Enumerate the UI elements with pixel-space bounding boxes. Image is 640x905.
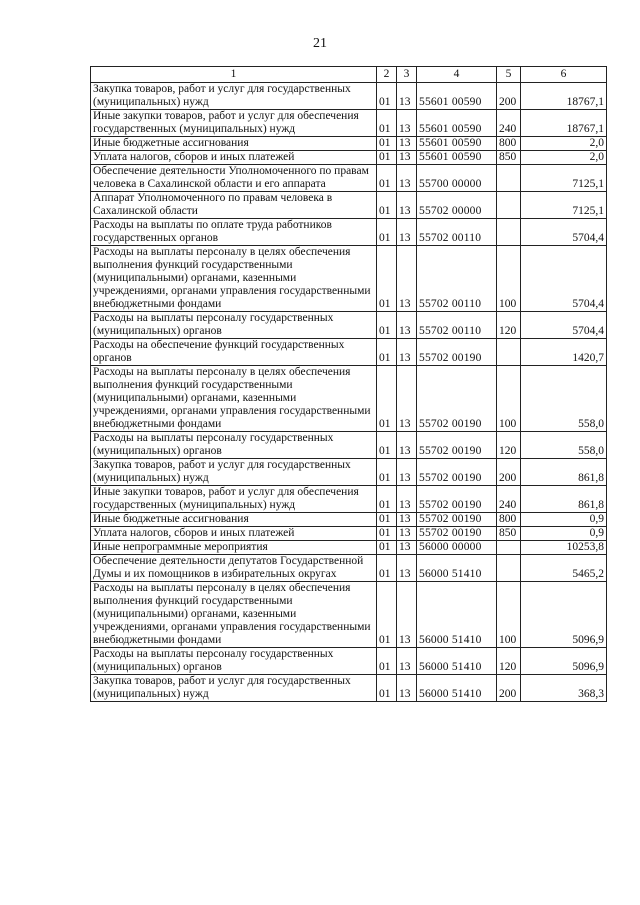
row-amount: 7125,1 — [521, 165, 607, 192]
budget-table — [90, 66, 607, 702]
row-expense-type: 120 — [497, 312, 521, 339]
row-section: 01 — [377, 648, 397, 675]
header-name: 1 — [91, 67, 377, 83]
row-amount: 558,0 — [521, 366, 607, 432]
row-name: Закупка товаров, работ и услуг для государственных (муниципальных) нужд — [91, 459, 377, 486]
row-expense-type: 120 — [497, 648, 521, 675]
row-section: 01 — [377, 192, 397, 219]
row-section: 01 — [377, 675, 397, 702]
row-target-code: 55702 00110 — [417, 219, 497, 246]
row-amount: 0,9 — [521, 513, 607, 527]
row-expense-type: 850 — [497, 527, 521, 541]
row-expense-type — [497, 165, 521, 192]
row-target-code: 55601 00590 — [417, 110, 497, 137]
row-name: Расходы на выплаты персоналу государственных (муниципальных) органов — [91, 648, 377, 675]
row-target-code: 55702 00110 — [417, 312, 497, 339]
row-name: Расходы на выплаты персоналу государственных (муниципальных) органов — [91, 432, 377, 459]
row-amount: 2,0 — [521, 137, 607, 151]
row-amount: 5096,9 — [521, 648, 607, 675]
row-target-code: 55702 00190 — [417, 339, 497, 366]
row-amount: 1420,7 — [521, 339, 607, 366]
row-expense-type — [497, 219, 521, 246]
row-subsection: 13 — [397, 675, 417, 702]
row-section: 01 — [377, 555, 397, 582]
row-section: 01 — [377, 366, 397, 432]
row-expense-type: 120 — [497, 432, 521, 459]
row-subsection: 13 — [397, 219, 417, 246]
row-amount: 5465,2 — [521, 555, 607, 582]
row-target-code: 55601 00590 — [417, 151, 497, 165]
table-row — [91, 555, 607, 582]
row-subsection: 13 — [397, 83, 417, 110]
table-row — [91, 513, 607, 527]
table-row — [91, 246, 607, 312]
row-name: Расходы на обеспечение функций государственных органов — [91, 339, 377, 366]
row-name: Расходы на выплаты персоналу в целях обеспечения выполнения функций государственными (муниципальными) органами, казенными учреждениями, органами управления государственными внебюджетными фондами — [91, 366, 377, 432]
table-row — [91, 432, 607, 459]
row-section: 01 — [377, 219, 397, 246]
row-name: Иные непрограммные мероприятия — [91, 541, 377, 555]
row-amount: 368,3 — [521, 675, 607, 702]
table-row — [91, 165, 607, 192]
row-section: 01 — [377, 527, 397, 541]
row-target-code: 55702 00190 — [417, 366, 497, 432]
row-name: Обеспечение деятельности Уполномоченного по правам человека в Сахалинской области и его аппарата — [91, 165, 377, 192]
row-subsection: 13 — [397, 151, 417, 165]
header-csr: 4 — [417, 67, 497, 83]
header-vr: 5 — [497, 67, 521, 83]
row-subsection: 13 — [397, 137, 417, 151]
table-row — [91, 648, 607, 675]
table-body — [91, 83, 607, 702]
row-target-code: 56000 00000 — [417, 541, 497, 555]
row-subsection: 13 — [397, 312, 417, 339]
table-row — [91, 137, 607, 151]
row-expense-type: 200 — [497, 459, 521, 486]
row-amount: 861,8 — [521, 459, 607, 486]
row-name: Иные бюджетные ассигнования — [91, 513, 377, 527]
header-sum: 6 — [521, 67, 607, 83]
row-expense-type — [497, 541, 521, 555]
row-section: 01 — [377, 137, 397, 151]
row-subsection: 13 — [397, 648, 417, 675]
row-target-code: 55702 00190 — [417, 513, 497, 527]
row-name: Иные закупки товаров, работ и услуг для обеспечения государственных (муниципальных) нужд — [91, 110, 377, 137]
row-name: Расходы на выплаты персоналу в целях обеспечения выполнения функций государственными (муниципальными) органами, казенными учреждениями, органами управления государственными внебюджетными фондами — [91, 246, 377, 312]
row-expense-type: 800 — [497, 137, 521, 151]
row-section: 01 — [377, 513, 397, 527]
row-section: 01 — [377, 339, 397, 366]
row-name: Расходы на выплаты персоналу государственных (муниципальных) органов — [91, 312, 377, 339]
row-subsection: 13 — [397, 541, 417, 555]
row-subsection: 13 — [397, 513, 417, 527]
row-name: Иные бюджетные ассигнования — [91, 137, 377, 151]
row-section: 01 — [377, 459, 397, 486]
row-name: Уплата налогов, сборов и иных платежей — [91, 527, 377, 541]
table-row — [91, 110, 607, 137]
row-section: 01 — [377, 246, 397, 312]
table-row — [91, 486, 607, 513]
row-section: 01 — [377, 165, 397, 192]
row-amount: 7125,1 — [521, 192, 607, 219]
row-expense-type: 200 — [497, 83, 521, 110]
row-section: 01 — [377, 83, 397, 110]
row-expense-type: 200 — [497, 675, 521, 702]
row-expense-type: 800 — [497, 513, 521, 527]
row-target-code: 56000 51410 — [417, 675, 497, 702]
row-target-code: 55702 00190 — [417, 527, 497, 541]
row-subsection: 13 — [397, 165, 417, 192]
table-row — [91, 151, 607, 165]
row-expense-type: 100 — [497, 366, 521, 432]
row-subsection: 13 — [397, 527, 417, 541]
header-pr: 3 — [397, 67, 417, 83]
row-expense-type: 240 — [497, 110, 521, 137]
table-row — [91, 541, 607, 555]
row-target-code: 55601 00590 — [417, 137, 497, 151]
row-name: Уплата налогов, сборов и иных платежей — [91, 151, 377, 165]
row-amount: 2,0 — [521, 151, 607, 165]
row-target-code: 55702 00000 — [417, 192, 497, 219]
row-section: 01 — [377, 541, 397, 555]
row-amount: 861,8 — [521, 486, 607, 513]
row-expense-type: 100 — [497, 246, 521, 312]
table-row — [91, 459, 607, 486]
row-section: 01 — [377, 432, 397, 459]
row-name: Закупка товаров, работ и услуг для государственных (муниципальных) нужд — [91, 83, 377, 110]
table-row — [91, 675, 607, 702]
row-expense-type — [497, 192, 521, 219]
row-amount: 18767,1 — [521, 110, 607, 137]
row-subsection: 13 — [397, 246, 417, 312]
row-section: 01 — [377, 151, 397, 165]
row-target-code: 55601 00590 — [417, 83, 497, 110]
row-amount: 5704,4 — [521, 312, 607, 339]
row-amount: 5096,9 — [521, 582, 607, 648]
row-amount: 5704,4 — [521, 246, 607, 312]
row-amount: 558,0 — [521, 432, 607, 459]
row-target-code: 56000 51410 — [417, 648, 497, 675]
header-row — [91, 67, 607, 83]
row-subsection: 13 — [397, 339, 417, 366]
row-subsection: 13 — [397, 555, 417, 582]
row-section: 01 — [377, 110, 397, 137]
row-target-code: 55700 00000 — [417, 165, 497, 192]
header-rz: 2 — [377, 67, 397, 83]
row-target-code: 56000 51410 — [417, 582, 497, 648]
row-subsection: 13 — [397, 459, 417, 486]
row-name: Закупка товаров, работ и услуг для государственных (муниципальных) нужд — [91, 675, 377, 702]
row-section: 01 — [377, 486, 397, 513]
table-row — [91, 83, 607, 110]
row-amount: 5704,4 — [521, 219, 607, 246]
table-row — [91, 366, 607, 432]
row-amount: 18767,1 — [521, 83, 607, 110]
row-name: Обеспечение деятельности депутатов Государственной Думы и их помощников в избирательных округах — [91, 555, 377, 582]
row-expense-type: 240 — [497, 486, 521, 513]
row-name: Иные закупки товаров, работ и услуг для обеспечения государственных (муниципальных) нужд — [91, 486, 377, 513]
table-row — [91, 312, 607, 339]
row-amount: 10253,8 — [521, 541, 607, 555]
table-row — [91, 527, 607, 541]
page-number: 21 — [313, 36, 327, 51]
row-target-code: 55702 00190 — [417, 459, 497, 486]
row-subsection: 13 — [397, 110, 417, 137]
row-subsection: 13 — [397, 432, 417, 459]
row-target-code: 55702 00190 — [417, 432, 497, 459]
row-target-code: 56000 51410 — [417, 555, 497, 582]
row-expense-type: 100 — [497, 582, 521, 648]
table-row — [91, 582, 607, 648]
row-section: 01 — [377, 582, 397, 648]
row-section: 01 — [377, 312, 397, 339]
row-subsection: 13 — [397, 192, 417, 219]
row-subsection: 13 — [397, 486, 417, 513]
row-amount: 0,9 — [521, 527, 607, 541]
table-row — [91, 219, 607, 246]
row-target-code: 55702 00110 — [417, 246, 497, 312]
row-expense-type — [497, 555, 521, 582]
row-subsection: 13 — [397, 582, 417, 648]
table-row — [91, 192, 607, 219]
row-name: Расходы на выплаты персоналу в целях обеспечения выполнения функций государственными (муниципальными) органами, казенными учреждениями, органами управления государственными внебюджетными фондами — [91, 582, 377, 648]
row-target-code: 55702 00190 — [417, 486, 497, 513]
table-row — [91, 339, 607, 366]
row-expense-type: 850 — [497, 151, 521, 165]
row-expense-type — [497, 339, 521, 366]
row-subsection: 13 — [397, 366, 417, 432]
row-name: Расходы на выплаты по оплате труда работников государственных органов — [91, 219, 377, 246]
row-name: Аппарат Уполномоченного по правам человека в Сахалинской области — [91, 192, 377, 219]
